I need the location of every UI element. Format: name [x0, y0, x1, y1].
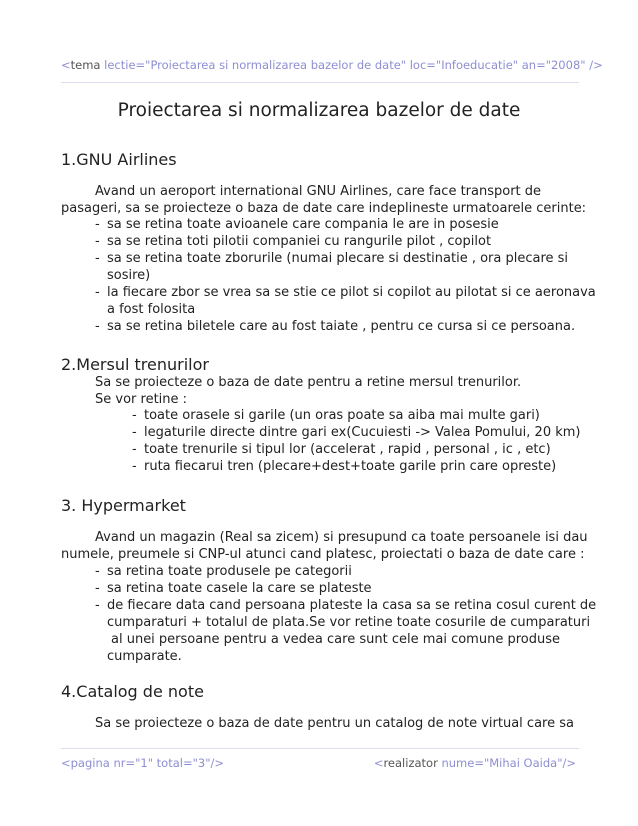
section-2-intro-line-2: Se vor retine : [95, 392, 188, 407]
footer-page-tag: <pagina nr="1" total="3"/> [61, 756, 225, 770]
footer-divider [61, 748, 579, 749]
list-item-continuation: a fost folosita [107, 302, 196, 317]
list-item: - legaturile directe dintre gari ex(Cucuiesti -> Valea Pomului, 20 km) [132, 425, 581, 440]
list-item: - ruta fiecarui tren (plecare+dest+toate garile prin care opreste) [132, 459, 557, 474]
list-item: - sa retina toate produsele pe categorii [95, 564, 352, 579]
section-2-intro-line-1: Sa se proiecteze o baza de date pentru a retine mersul trenurilor. [95, 375, 522, 390]
footer-author-tag: <realizator nume="Mihai Oaida"/> [373, 756, 576, 770]
section-4-intro-line-1: Sa se proiecteze o baza de date pentru un catalog de note virtual care sa [95, 716, 574, 731]
list-item: - sa se retina biletele care au fost taiate , pentru ce cursa si ce persoana. [95, 319, 576, 334]
section-1-intro-line-1: Avand un aeroport international GNU Airlines, care face transport de [95, 184, 542, 199]
header-tag-attrs: lectie="Proiectarea si normalizarea bazelor de date" loc="Infoeducatie" an="2008" /> [104, 58, 603, 72]
page-header-tag: <tema lectie="Proiectarea si normalizarea bazelor de date" loc="Infoeducatie" an="2008" /> [61, 58, 603, 72]
list-item: - sa retina toate casele la care se plateste [95, 581, 372, 596]
list-item-continuation: cumparaturi + totalul de plata.Se vor retine toate cosurile de cumparaturi [107, 615, 591, 630]
list-item: - la fiecare zbor se vrea sa se stie ce pilot si copilot au pilotat si ce aeronava [95, 285, 596, 300]
list-item-continuation: al unei persoane pentru a vedea care sunt cele mai comune produse [111, 632, 560, 647]
list-item: - toate orasele si garile (un oras poate sa aiba mai multe gari) [132, 408, 540, 423]
list-item: - de fiecare data cand persoana plateste la casa sa se retina cosul curent de [95, 598, 597, 613]
header-divider [61, 82, 579, 83]
list-item: - sa se retina toate avioanele care compania le are in posesie [95, 217, 499, 232]
document-title: Proiectarea si normalizarea bazelor de date [117, 100, 521, 121]
list-item: - toate trenurile si tipul lor (accelerat , rapid , personal , ic , etc) [132, 442, 551, 457]
header-tag-name: tema [70, 58, 101, 72]
list-item: - sa se retina toate zborurile (numai plecare si destinatie , ora plecare si [95, 251, 569, 266]
footer-author-tag-name: realizator [383, 756, 438, 770]
section-heading-catalog-de-note: 4.Catalog de note [61, 682, 204, 701]
list-item-continuation: sosire) [107, 268, 151, 283]
footer-author-attrs: nume="Mihai Oaida"/> [441, 756, 576, 770]
section-heading-mersul-trenurilor: 2.Mersul trenurilor [61, 355, 209, 374]
section-heading-hypermarket: 3. Hypermarket [61, 496, 186, 515]
list-item: - sa se retina toti pilotii companiei cu rangurile pilot , copilot [95, 234, 492, 249]
section-3-intro-line-2: numele, preumele si CNP-ul atunci cand platesc, proiectati o baza de date care : [61, 547, 585, 562]
section-heading-gnu-airlines: 1.GNU Airlines [61, 150, 177, 169]
list-item-continuation: cumparate. [107, 649, 182, 664]
section-1-intro-line-2: pasageri, sa se proiecteze o baza de date care indeplineste urmatoarele cerinte: [61, 201, 587, 216]
section-3-intro-line-1: Avand un magazin (Real sa zicem) si presupund ca toate persoanele isi dau [95, 530, 588, 545]
